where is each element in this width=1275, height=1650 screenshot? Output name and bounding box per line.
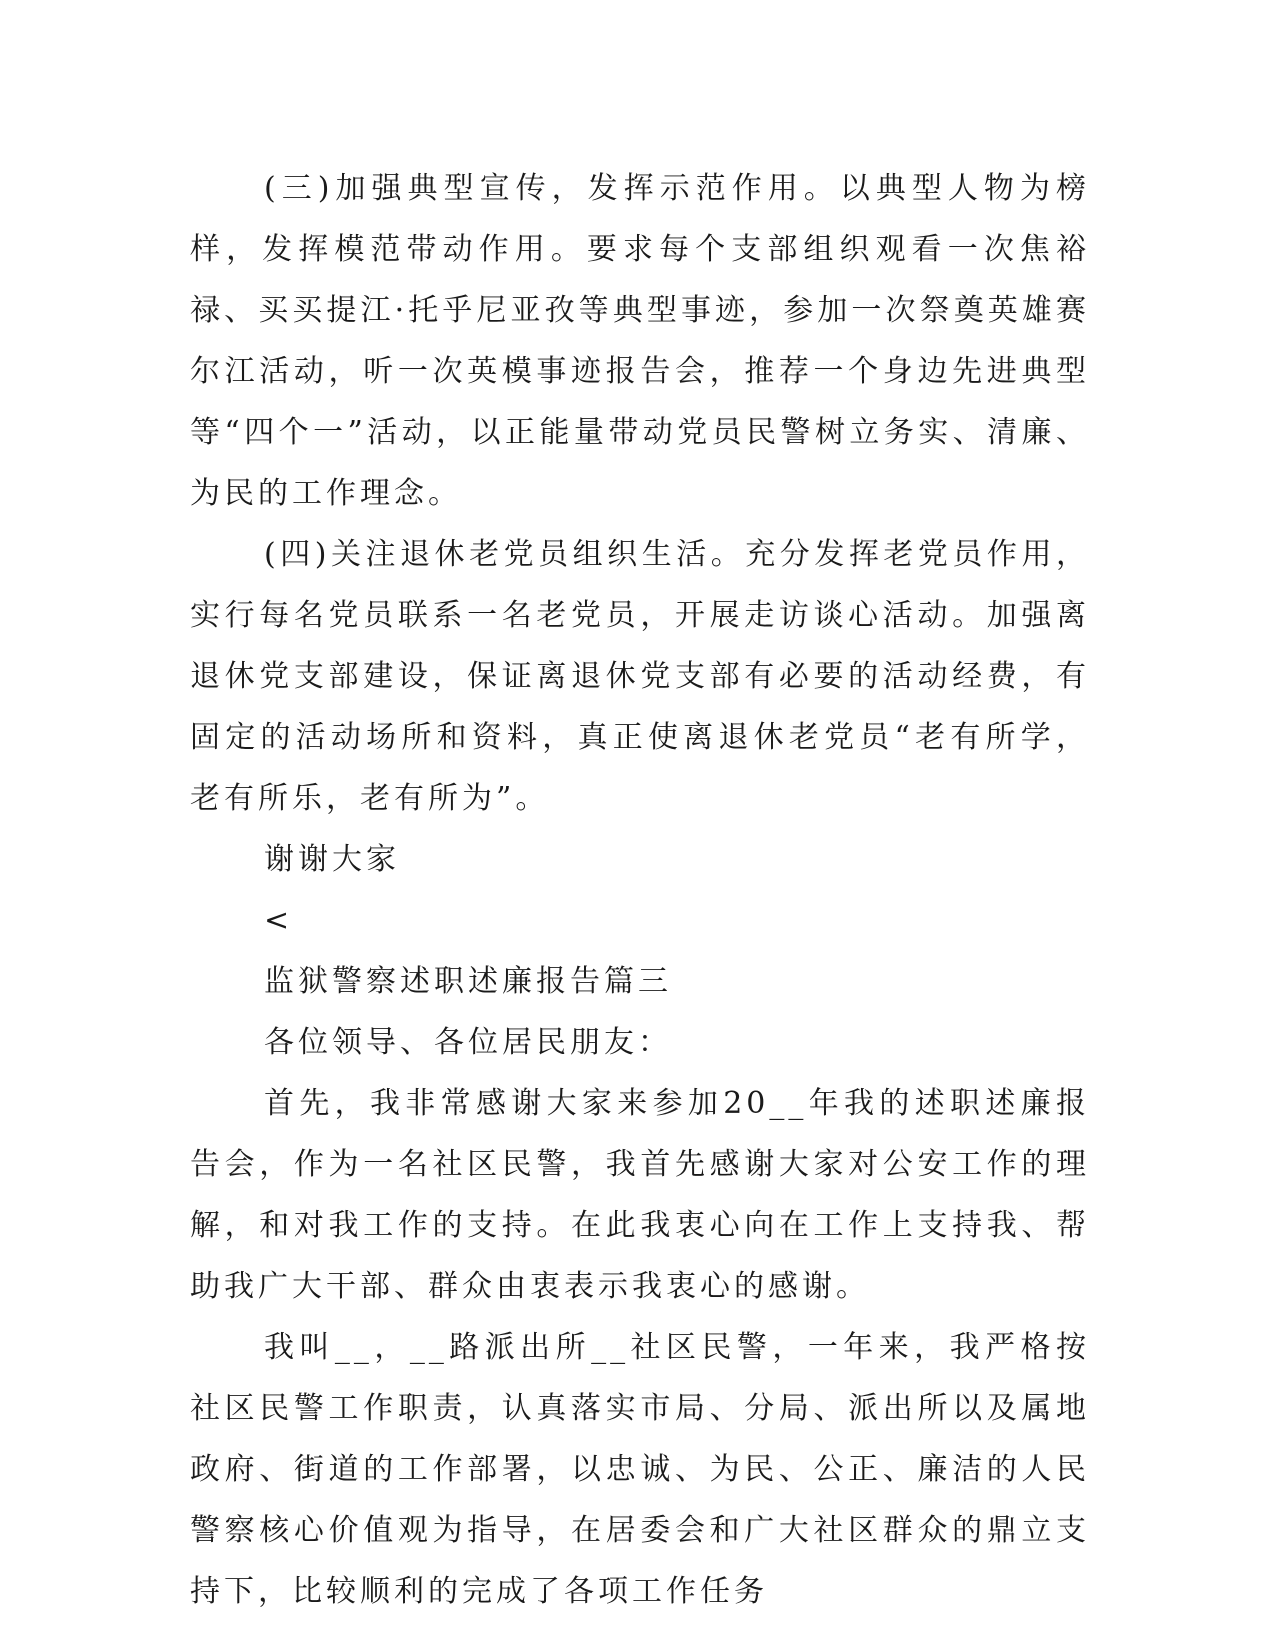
closing-thanks: 谢谢大家 <box>264 842 400 877</box>
stray-symbol: < <box>264 903 294 938</box>
paragraph-typical-publicity: (三)加强典型宣传，发挥示范作用。以典型人物为榜样，发挥模范带动作用。要求每个支部组织观看一次焦裕禄、买买提江·托乎尼亚孜等典型事迹，参加一次祭奠英雄赛尔江活动，听一次英模事迹报告会，推荐一个身边先进典型等“四个一”活动，以正能量带动党员民警树立务实、清廉、为民的工作理念。 <box>190 171 1090 511</box>
paragraph-gratitude: 首先，我非常感谢大家来参加20__年我的述职述廉报告会，作为一名社区民警，我首先感谢大家对公安工作的理解，和对我工作的支持。在此我衷心向在工作上支持我、帮助我广大干部、群众由衷表示我衷心的感谢。 <box>190 1086 1090 1304</box>
salutation: 各位领导、各位居民朋友： <box>264 1025 672 1060</box>
document-body <box>190 158 1090 1622</box>
paragraph-introduction: 我叫__，__路派出所__社区民警，一年来，我严格按社区民警工作职责，认真落实市局、分局、派出所以及属地政府、街道的工作部署，以忠诚、为民、公正、廉洁的人民警察核心价值观为指导，在居委会和广大社区群众的鼎立支持下，比较顺利的完成了各项工作任务 <box>190 1330 1090 1609</box>
section-title: 监狱警察述职述廉报告篇三 <box>264 964 672 999</box>
paragraph-retired-members: (四)关注退休老党员组织生活。充分发挥老党员作用，实行每名党员联系一名老党员，开展走访谈心活动。加强离退休党支部建设，保证离退休党支部有必要的活动经费，有固定的活动场所和资料，真正使离退休老党员“老有所学，老有所乐，老有所为”。 <box>190 537 1090 816</box>
